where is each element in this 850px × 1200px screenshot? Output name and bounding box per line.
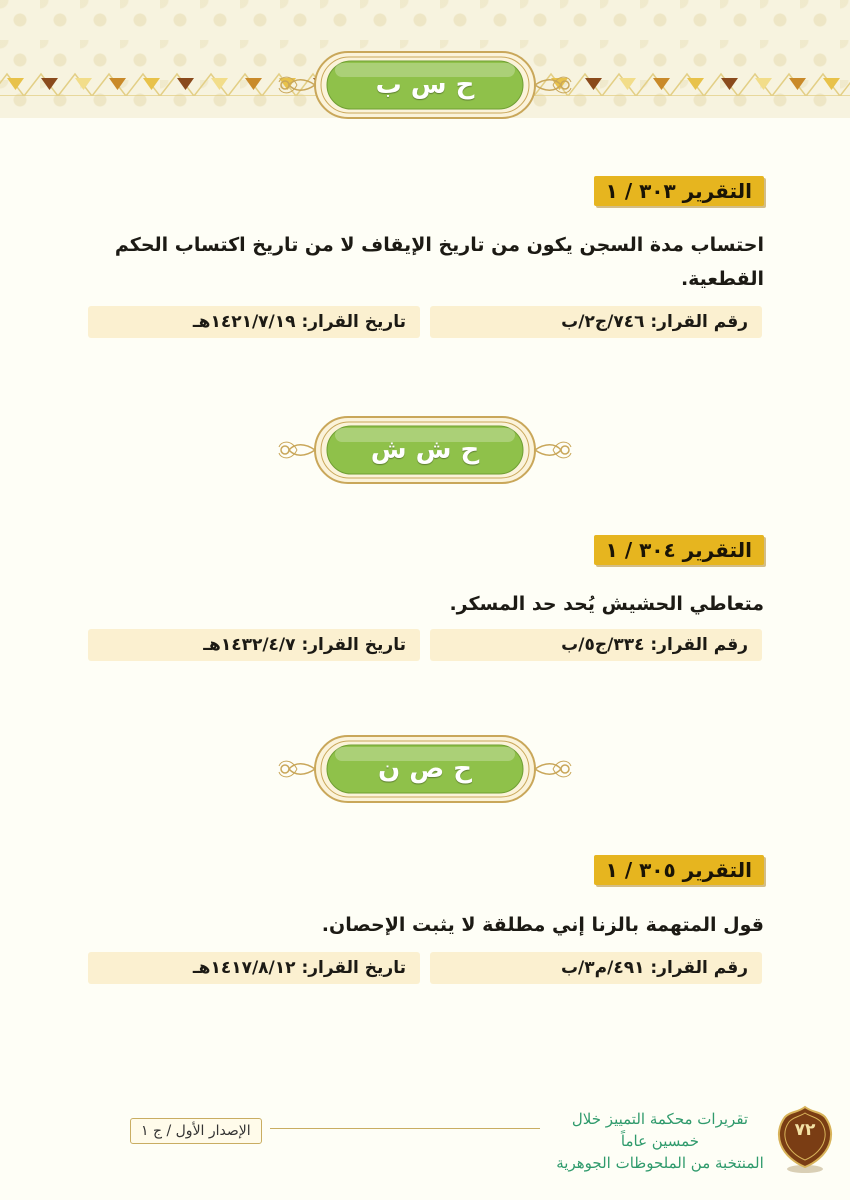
report-text-303: احتساب مدة السجن يكون من تاريخ الإيقاف لا من تاريخ اكتساب الحكم القطعية. xyxy=(114,234,764,290)
banner-title: ح ص ن xyxy=(378,754,473,784)
decision-number-304: رقم القرار: ٣٣٤/ج٥/ب xyxy=(430,629,762,661)
decision-number-303: رقم القرار: ٧٤٦/ج٢/ب xyxy=(430,306,762,338)
section-banner-1 xyxy=(275,48,575,122)
decision-number-305: رقم القرار: ٤٩١/م٣/ب xyxy=(430,952,762,984)
section-banner-3 xyxy=(275,732,575,806)
banner-title: ح س ب xyxy=(375,70,475,100)
report-text-305: قول المتهمة بالزنا إني مطلقة لا يثبت الإحصان. xyxy=(321,914,764,936)
banner-title: ح ش ش xyxy=(370,435,480,465)
report-label-304: التقرير ٣٠٤ / ١ xyxy=(594,535,764,565)
footer-title-line-1: تقريرات محكمة التمييز خلال خمسين عاماً xyxy=(571,1110,749,1150)
page-number: ٧٢ xyxy=(794,1120,816,1140)
report-label-305: التقرير ٣٠٥ / ١ xyxy=(594,855,764,885)
decision-date-303: تاريخ القرار: ١٤٢١/٧/١٩هـ xyxy=(88,306,420,338)
section-banner-2 xyxy=(275,413,575,487)
footer-book-title xyxy=(555,1108,765,1174)
footer-title-line-2: المنتخبة من الملحوظات الجوهرية xyxy=(556,1154,764,1172)
report-text-304: متعاطي الحشيش يُحد حد المسكر. xyxy=(449,593,764,615)
footer-divider xyxy=(270,1128,540,1129)
decision-date-304: تاريخ القرار: ١٤٣٢/٤/٧هـ xyxy=(88,629,420,661)
page-badge-icon xyxy=(775,1105,835,1175)
footer-volume: الإصدار الأول / ج ١ xyxy=(130,1118,262,1144)
report-label-303: التقرير ٣٠٣ / ١ xyxy=(594,176,764,206)
decision-date-305: تاريخ القرار: ١٤١٧/٨/١٢هـ xyxy=(88,952,420,984)
